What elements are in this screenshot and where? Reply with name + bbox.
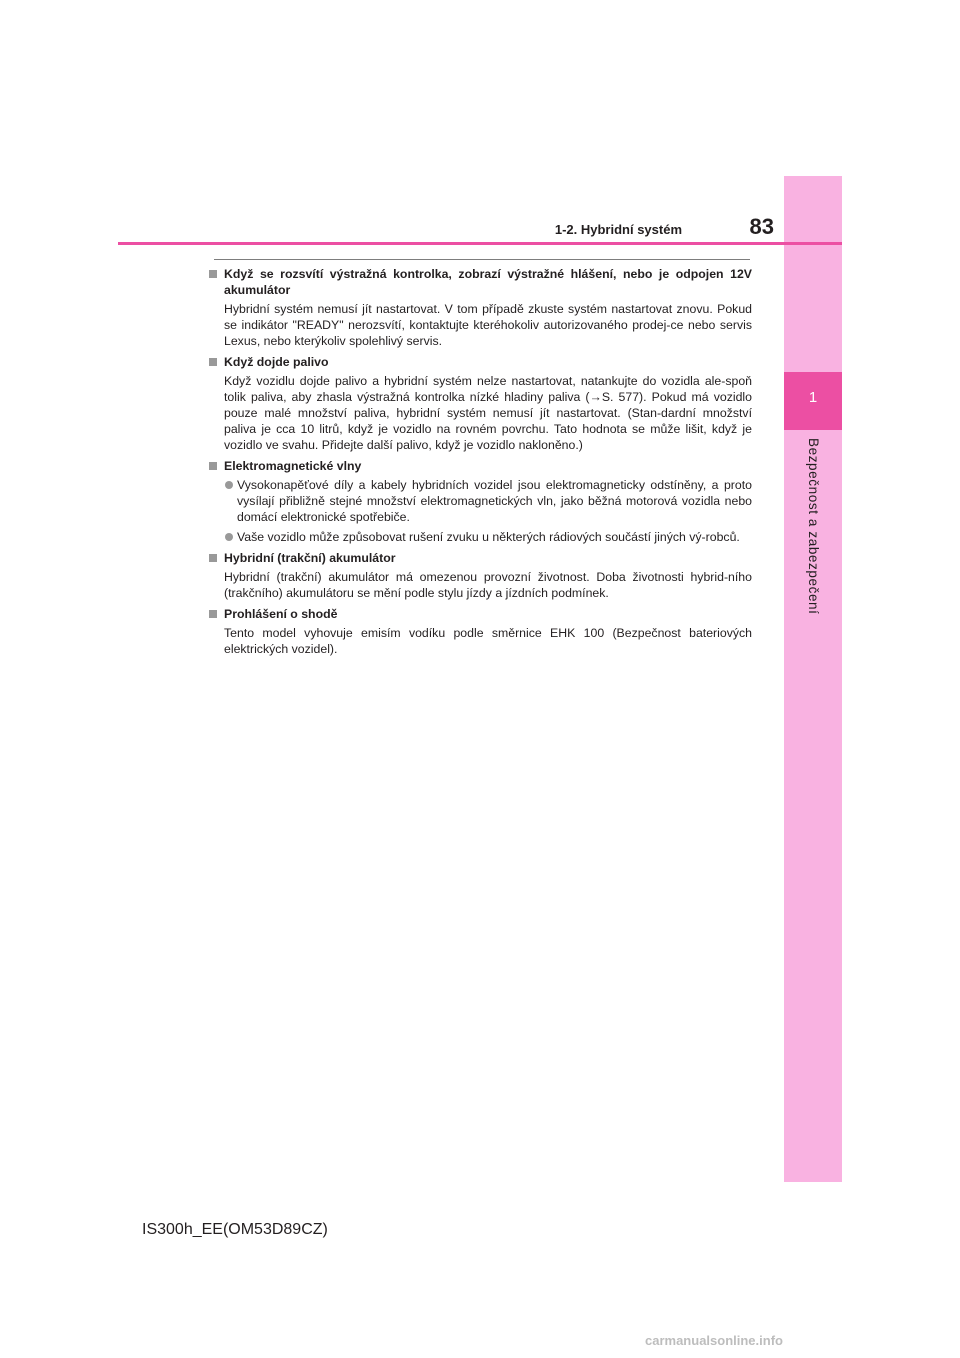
chapter-number: 1: [808, 389, 818, 406]
list-item-text: Vysokonapěťové díly a kabely hybridních vozidel jsou elektromagneticky odstíněny, a proto vysílají přibližně stejné množství elektromagnetických vln, jako běžná motorová vozidla nebo domácí elektronické spotřebiče.: [237, 478, 752, 524]
chapter-title: Bezpečnost a zabezpečení: [806, 438, 821, 615]
page-content: [207, 266, 752, 662]
page-number: 83: [749, 214, 774, 239]
section-warning-light: [207, 266, 752, 349]
section-body: Tento model vyhovuje emisím vodíku podle směrnice EHK 100 (Bezpečnost bateriových elektrických vozidel).: [224, 626, 752, 656]
section-electromagnetic-waves: [207, 458, 752, 545]
section-out-of-fuel: [207, 354, 752, 453]
section-heading: Elektromagnetické vlny: [224, 459, 362, 473]
section-body: Hybridní systém nemusí jít nastartovat. V tom případě zkuste systém nastartovat znovu. Pokud se indikátor "READY" nerozsvítí, kontaktujte kteréhokoliv autorizovaného prodej-ce nebo servis Lexus, nebo kterýkoliv spolehlivý servis.: [224, 302, 752, 348]
section-heading: Když dojde palivo: [224, 355, 329, 369]
section-body: Hybridní (trakční) akumulátor má omezenou provozní životnost. Doba životnosti hybrid-ního (trakčního) akumulátoru se mění podle stylu jízdy a jízdních podmínek.: [224, 570, 752, 600]
list-item: [207, 529, 752, 545]
square-bullet-icon: [209, 358, 217, 366]
round-bullet-icon: [225, 533, 233, 541]
section-heading: Když se rozsvítí výstražná kontrolka, zobrazí výstražné hlášení, nebo je odpojen 12V akumulátor: [224, 267, 752, 297]
section-traction-battery: [207, 550, 752, 601]
square-bullet-icon: [209, 462, 217, 470]
section-heading: Hybridní (trakční) akumulátor: [224, 551, 396, 565]
document-code: IS300h_EE(OM53D89CZ): [142, 1221, 328, 1238]
list-item-text: Vaše vozidlo může způsobovat rušení zvuku u některých rádiových součástí jiných vý-robců.: [237, 530, 740, 544]
section-heading: Prohlášení o shodě: [224, 607, 338, 621]
watermark: carmanualsonline.info: [645, 1333, 783, 1348]
section-declaration-of-conformity: [207, 606, 752, 657]
header-rule: [118, 242, 842, 245]
list-item: [207, 477, 752, 525]
section-body: Když vozidlu dojde palivo a hybridní systém nelze nastartovat, natankujte do vozidla ale-spoň tolik paliva, aby zhasla výstražná kontrolka nízké hladiny paliva (→S. 577). Pokud má vozidlo pouze malé množství paliva, hybridní systém nemusí jít nastartovat. (Stan-dardní množství paliva je cca 10 litrů, když je vozidlo na rovném povrchu. Tato hodnota se může lišit, když je vozidlo ve svahu. Přidejte další palivo, když je vozidlo nakloněno.): [224, 374, 752, 452]
square-bullet-icon: [209, 610, 217, 618]
round-bullet-icon: [225, 481, 233, 489]
section-title: 1-2. Hybridní systém: [554, 222, 682, 237]
square-bullet-icon: [209, 554, 217, 562]
square-bullet-icon: [209, 270, 217, 278]
content-rule: [214, 259, 750, 260]
